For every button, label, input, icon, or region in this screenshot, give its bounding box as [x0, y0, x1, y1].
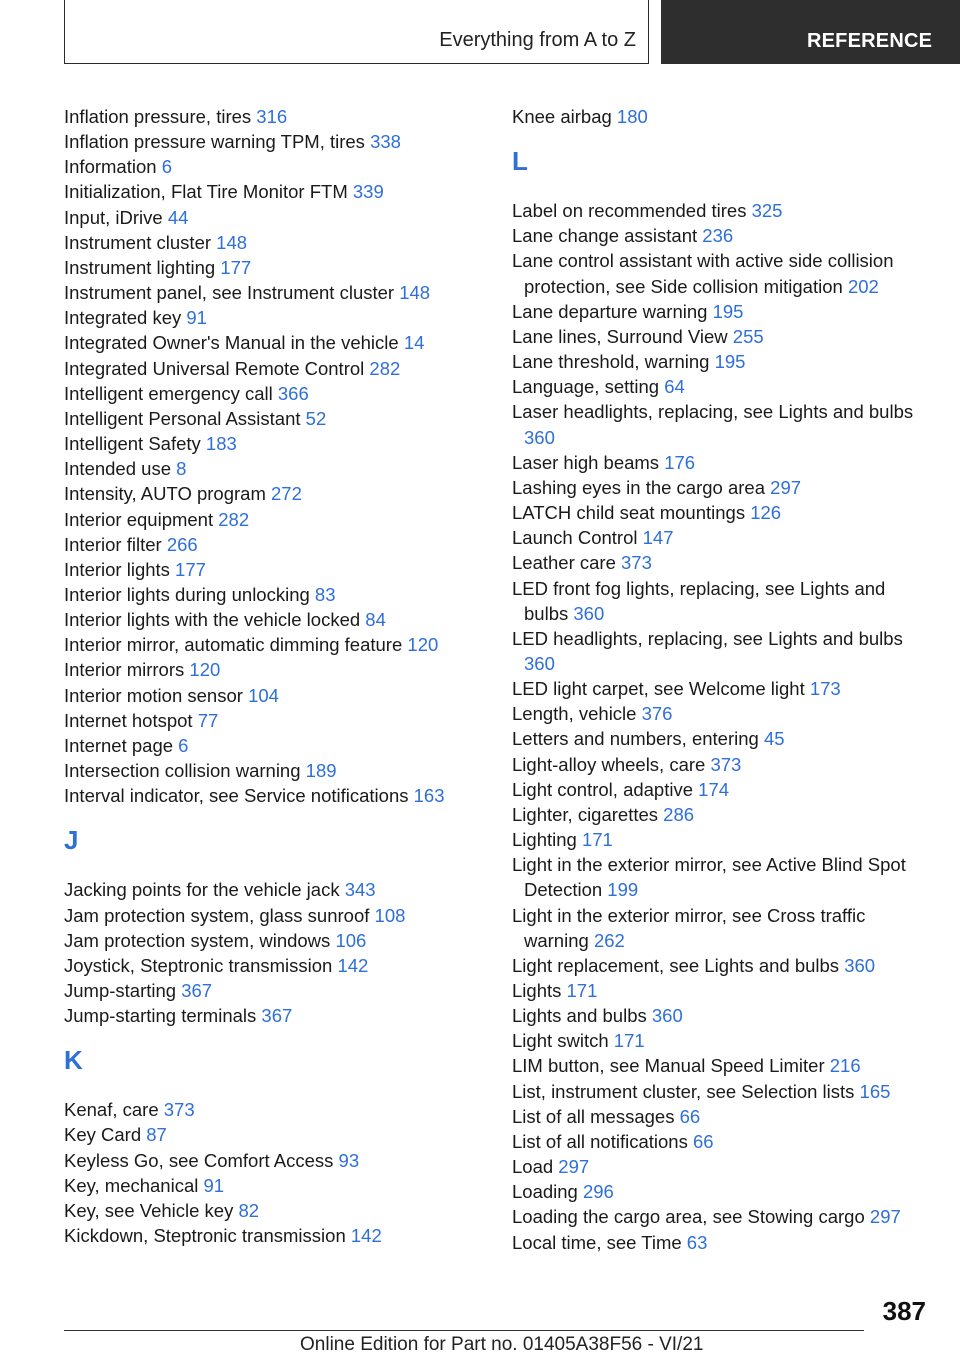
- index-entry-page-link[interactable]: 66: [692, 1130, 714, 1152]
- index-entry: [64, 582, 484, 607]
- index-entry: [512, 676, 932, 701]
- index-column-left: [64, 104, 484, 1248]
- index-entry-page-link[interactable]: 286: [663, 803, 695, 825]
- index-entry-page-link[interactable]: 176: [664, 451, 696, 473]
- index-entry: [64, 1097, 484, 1122]
- index-entry-term: Lights and bulbs: [512, 1005, 647, 1027]
- index-entry-page-link[interactable]: 183: [205, 433, 237, 455]
- index-entry-term: Lighter, cigarettes: [512, 803, 659, 825]
- index-entry-term: Lane departure warning: [512, 300, 708, 322]
- index-entry-page-link[interactable]: 202: [847, 275, 879, 297]
- index-entry-term: Interior equipment: [64, 508, 214, 530]
- index-entry: [512, 1204, 932, 1229]
- index-entry-page-link[interactable]: 6: [178, 734, 189, 756]
- index-entry-page-link[interactable]: 148: [216, 231, 248, 253]
- index-entry-term: Laser high beams: [512, 451, 660, 473]
- index-entry: [64, 733, 484, 758]
- index-entry: [512, 978, 932, 1003]
- index-entry-page-link[interactable]: 91: [203, 1174, 225, 1196]
- index-entry-page-link[interactable]: 104: [248, 684, 279, 706]
- index-entry-page-link[interactable]: 148: [399, 282, 431, 304]
- header-chapter-title: REFERENCE: [807, 30, 933, 52]
- index-entry-page-link[interactable]: 77: [197, 709, 219, 731]
- index-entry-term: Key, mechanical: [64, 1174, 199, 1196]
- index-entry: [64, 381, 484, 406]
- index-entry-page-link[interactable]: 44: [167, 206, 189, 228]
- index-entry-term: Initialization, Flat Tire Monitor FTM: [64, 181, 348, 203]
- index-entry-page-link[interactable]: 108: [374, 904, 406, 926]
- index-entry-term: Lashing eyes in the cargo area: [512, 476, 766, 498]
- index-entry-term: Key, see Vehicle key: [64, 1199, 234, 1221]
- index-entry-page-link[interactable]: 343: [344, 879, 376, 901]
- index-entry: [64, 255, 484, 280]
- index-entry: [64, 179, 484, 204]
- index-entry-term: Knee airbag: [512, 106, 612, 127]
- index-entry-term: Leather care: [512, 552, 616, 574]
- index-entry-term: Jump-starting terminals: [64, 1005, 257, 1027]
- index-entry-page-link[interactable]: 66: [679, 1105, 701, 1127]
- index-entry-page-link[interactable]: 171: [613, 1030, 645, 1052]
- index-entry-page-link[interactable]: 126: [750, 502, 782, 524]
- index-entry-term: Light in the exterior mirror, see Cross traffic warning: [512, 904, 866, 951]
- index-entry: [64, 1122, 484, 1147]
- index-entry: [64, 708, 484, 733]
- index-entry-page-link[interactable]: 63: [686, 1231, 708, 1253]
- index-entry-term: Jam protection system, glass sunroof: [64, 904, 370, 926]
- header-chapter-tab[interactable]: [661, 0, 960, 64]
- index-entry-page-link[interactable]: 367: [261, 1005, 293, 1027]
- index-entry: [64, 154, 484, 179]
- index-entry-page-link[interactable]: 282: [218, 508, 250, 530]
- index-entry: [512, 500, 932, 525]
- index-entry: [64, 1223, 484, 1248]
- index-entry-term: Interior filter: [64, 533, 162, 555]
- index-column-right: [512, 104, 932, 1255]
- index-entry-term: Integrated key: [64, 307, 182, 329]
- index-entry-page-link[interactable]: 297: [770, 476, 802, 498]
- index-entry-term: List of all notifications: [512, 1130, 688, 1152]
- index-entry-page-link[interactable]: 142: [350, 1225, 382, 1247]
- index-entry: [64, 406, 484, 431]
- index-entry: [64, 557, 484, 582]
- index-entry-term: Integrated Owner's Manual in the vehicle: [64, 332, 399, 354]
- index-entry-page-link[interactable]: 373: [710, 753, 742, 775]
- index-entry: [512, 223, 932, 248]
- index-entry: [512, 953, 932, 978]
- index-entry-page-link[interactable]: 360: [573, 602, 605, 624]
- index-letter-heading: K: [64, 1045, 83, 1076]
- index-entry: [512, 1104, 932, 1129]
- index-entry-term: Keyless Go, see Comfort Access: [64, 1149, 334, 1171]
- index-entry-term: Light control, adaptive: [512, 778, 694, 800]
- index-entry: [64, 953, 484, 978]
- index-entry-page-link[interactable]: 266: [166, 533, 198, 555]
- index-entry: [64, 607, 484, 632]
- index-entry-term: Length, vehicle: [512, 703, 637, 725]
- index-entry-page-link[interactable]: 255: [732, 325, 764, 347]
- index-letter-heading: L: [512, 146, 528, 177]
- index-entry: [64, 1198, 484, 1223]
- index-entry-term: Interior mirror, automatic dimming feature: [64, 634, 403, 656]
- index-entry: [64, 657, 484, 682]
- index-entry: [64, 783, 484, 808]
- index-entry-page-link[interactable]: 339: [352, 181, 384, 203]
- index-entry-page-link[interactable]: 316: [256, 106, 288, 127]
- index-entry: [64, 532, 484, 557]
- header-section-title: Everything from A to Z: [439, 29, 636, 51]
- index-entry-term: Label on recommended tires: [512, 200, 747, 222]
- index-entry: [512, 752, 932, 777]
- index-entry-term: Interior motion sensor: [64, 684, 243, 706]
- index-entry-page-link[interactable]: 297: [869, 1206, 901, 1228]
- index-entry-term: Lane threshold, warning: [512, 351, 710, 373]
- index-entry-page-link[interactable]: 367: [181, 980, 213, 1001]
- index-entry: [64, 481, 484, 506]
- index-entry-term: Jacking points for the vehicle jack: [64, 879, 340, 901]
- index-entry: [64, 978, 484, 1003]
- index-entry-term: Joystick, Steptronic transmission: [64, 954, 333, 976]
- index-entry: [512, 374, 932, 399]
- index-entry-page-link[interactable]: 325: [751, 200, 783, 222]
- index-entry-page-link[interactable]: 171: [581, 829, 613, 851]
- index-entry-term: Intelligent Personal Assistant: [64, 407, 301, 429]
- index-entry: [64, 1148, 484, 1173]
- index-entry-page-link[interactable]: 8: [176, 458, 187, 480]
- index-entry-term: Key Card: [64, 1124, 142, 1146]
- index-entry: [512, 1003, 932, 1028]
- page-number: 387: [882, 1296, 926, 1326]
- index-entry-page-link[interactable]: 195: [714, 351, 746, 373]
- index-entry: [512, 1053, 932, 1078]
- index-entry-term: LATCH child seat mountings: [512, 502, 746, 524]
- index-entry-term: Kickdown, Steptronic transmission: [64, 1225, 346, 1247]
- index-entry-term: Internet hotspot: [64, 709, 193, 731]
- index-entry-page-link[interactable]: 262: [593, 929, 625, 951]
- index-entry-term: Lane control assistant with active side collision protection, see Side collision mitigation: [512, 250, 894, 297]
- index-entry: [64, 1003, 484, 1028]
- index-entry-term: Lighting: [512, 829, 577, 851]
- index-entry-term: Light switch: [512, 1030, 609, 1052]
- index-entry-term: Lane change assistant: [512, 225, 698, 247]
- index-entry-page-link[interactable]: 360: [844, 954, 876, 976]
- index-letter-heading: J: [64, 825, 79, 856]
- index-entry-page-link[interactable]: 373: [621, 552, 652, 574]
- index-entry-page-link[interactable]: 360: [651, 1005, 683, 1027]
- index-entry-term: Launch Control: [512, 527, 638, 549]
- index-entry-page-link[interactable]: 173: [809, 678, 841, 700]
- index-entry-page-link[interactable]: 64: [664, 376, 685, 398]
- index-entry: [512, 475, 932, 500]
- index-entry: [512, 399, 932, 449]
- index-entry-term: List of all messages: [512, 1105, 675, 1127]
- index-entry-term: Instrument lighting: [64, 256, 216, 278]
- index-entry-term: Interior lights during unlocking: [64, 583, 310, 605]
- index-entry-page-link[interactable]: 120: [407, 634, 439, 656]
- index-entry-term: Inflation pressure warning TPM, tires: [64, 131, 365, 153]
- index-entry-term: Intensity, AUTO program: [64, 483, 266, 505]
- index-entry-term: Intelligent emergency call: [64, 382, 273, 404]
- index-entry: [512, 550, 932, 575]
- index-entry-page-link[interactable]: 171: [566, 980, 598, 1001]
- index-entry-page-link[interactable]: 297: [558, 1156, 590, 1178]
- index-entry-page-link[interactable]: 93: [338, 1149, 360, 1171]
- index-entry-page-link[interactable]: 14: [403, 332, 425, 354]
- index-entry-term: Light in the exterior mirror, see Active Blind Spot Detection: [512, 854, 906, 901]
- index-entry-page-link[interactable]: 216: [829, 1055, 861, 1077]
- index-entry-page-link[interactable]: 6: [161, 156, 172, 178]
- footer-edition-note: Online Edition for Part no. 01405A38F56 - VI/21: [300, 1334, 704, 1355]
- index-entry-page-link[interactable]: 120: [189, 659, 221, 681]
- index-entry: [512, 450, 932, 475]
- index-entry: [512, 852, 932, 902]
- index-entry-page-link[interactable]: 83: [314, 583, 336, 605]
- index-entry-term: Loading: [512, 1181, 578, 1203]
- index-entry-term: Light-alloy wheels, care: [512, 753, 706, 775]
- index-entry: [512, 198, 932, 223]
- index-entry: [64, 758, 484, 783]
- index-entry: [512, 626, 932, 676]
- index-entry-page-link[interactable]: 147: [642, 527, 674, 549]
- index-entry: [512, 324, 932, 349]
- index-entry: [512, 349, 932, 374]
- index-entry-page-link[interactable]: 195: [712, 300, 744, 322]
- index-entry-term: Kenaf, care: [64, 1099, 159, 1121]
- index-entry: [512, 701, 932, 726]
- index-entry: [64, 305, 484, 330]
- index-entry-page-link[interactable]: 165: [859, 1080, 891, 1102]
- footer-divider: [64, 1330, 864, 1331]
- index-entry-page-link[interactable]: 373: [163, 1099, 195, 1121]
- index-entry-term: Jam protection system, windows: [64, 929, 331, 951]
- index-entry-page-link[interactable]: 180: [616, 106, 648, 127]
- index-entry: [64, 507, 484, 532]
- index-entry: [64, 632, 484, 657]
- index-entry: [512, 903, 932, 953]
- index-entry-term: Light replacement, see Lights and bulbs: [512, 954, 840, 976]
- index-entry-page-link[interactable]: 163: [413, 785, 445, 807]
- index-entry: [64, 104, 484, 129]
- index-entry-page-link[interactable]: 236: [702, 225, 734, 247]
- index-entry: [512, 1230, 932, 1255]
- index-entry-page-link[interactable]: 366: [277, 382, 309, 404]
- index-entry: [64, 129, 484, 154]
- index-entry: [512, 777, 932, 802]
- index-entry: [64, 356, 484, 381]
- index-entry: [512, 248, 932, 298]
- index-entry-term: LED light carpet, see Welcome light: [512, 678, 805, 700]
- index-entry-term: Inflation pressure, tires: [64, 106, 252, 127]
- index-entry-term: LED headlights, replacing, see Lights and bulbs: [512, 627, 903, 649]
- index-entry: [64, 683, 484, 708]
- index-entry-page-link[interactable]: 106: [335, 929, 367, 951]
- index-entry: [512, 525, 932, 550]
- index-entry-page-link[interactable]: 296: [582, 1181, 614, 1203]
- index-entry-term: Internet page: [64, 734, 174, 756]
- index-entry: [512, 802, 932, 827]
- index-entry-term: Instrument cluster: [64, 231, 212, 253]
- index-entry: [64, 330, 484, 355]
- index-entry-page-link[interactable]: 177: [220, 256, 252, 278]
- index-entry: [64, 431, 484, 456]
- index-entry-term: Input, iDrive: [64, 206, 163, 228]
- index-entry-term: Jump-starting: [64, 980, 177, 1001]
- index-entry: [64, 903, 484, 928]
- index-entry: [64, 230, 484, 255]
- index-entry-term: Language, setting: [512, 376, 660, 398]
- index-entry-term: Intended use: [64, 458, 171, 480]
- index-entry: [512, 1028, 932, 1053]
- index-entry-page-link[interactable]: 199: [607, 879, 639, 901]
- index-entry-page-link[interactable]: 142: [337, 954, 369, 976]
- index-entry: [64, 1173, 484, 1198]
- index-entry-page-link[interactable]: 52: [305, 407, 327, 429]
- index-entry-term: Information: [64, 156, 157, 178]
- index-entry: [512, 104, 932, 129]
- header-section-box: [64, 0, 649, 64]
- index-entry-page-link[interactable]: 338: [370, 131, 401, 153]
- index-entry-term: Lights: [512, 980, 562, 1001]
- index-entry: [512, 1129, 932, 1154]
- index-entry-term: LED front fog lights, replacing, see Lights and bulbs: [512, 577, 886, 624]
- index-entry-term: Loading the cargo area, see Stowing cargo: [512, 1206, 865, 1228]
- index-entry: [512, 1079, 932, 1104]
- index-entry: [512, 576, 932, 626]
- index-entry-page-link[interactable]: 360: [524, 652, 555, 674]
- index-entry-term: Interval indicator, see Service notifications: [64, 785, 409, 807]
- index-entry-page-link[interactable]: 82: [238, 1199, 260, 1221]
- index-entry-term: Letters and numbers, entering: [512, 728, 759, 750]
- index-entry: [64, 280, 484, 305]
- index-entry-term: List, instrument cluster, see Selection lists: [512, 1080, 855, 1102]
- index-entry-page-link[interactable]: 177: [175, 558, 206, 580]
- index-entry-page-link[interactable]: 91: [186, 307, 207, 329]
- index-entry-term: Intelligent Safety: [64, 433, 201, 455]
- index-entry-term: Lane lines, Surround View: [512, 325, 728, 347]
- index-entry: [64, 205, 484, 230]
- index-entry-page-link[interactable]: 189: [305, 760, 337, 782]
- index-entry-page-link[interactable]: 87: [146, 1124, 167, 1146]
- index-entry: [512, 1154, 932, 1179]
- index-entry-term: Laser headlights, replacing, see Lights and bulbs: [512, 401, 914, 423]
- index-entry-page-link[interactable]: 272: [271, 483, 302, 505]
- index-entry-page-link[interactable]: 174: [698, 778, 730, 800]
- index-entry-term: LIM button, see Manual Speed Limiter: [512, 1055, 825, 1077]
- index-entry-term: Intersection collision warning: [64, 760, 301, 782]
- index-entry: [64, 928, 484, 953]
- index-entry-term: Integrated Universal Remote Control: [64, 357, 365, 379]
- index-entry-page-link[interactable]: 45: [763, 728, 785, 750]
- index-entry-page-link[interactable]: 376: [641, 703, 673, 725]
- index-entry: [512, 1179, 932, 1204]
- index-entry: [64, 456, 484, 481]
- index-entry: [512, 299, 932, 324]
- index-entry-term: Local time, see Time: [512, 1231, 682, 1253]
- index-entry-page-link[interactable]: 282: [369, 357, 401, 379]
- index-entry-term: Interior lights with the vehicle locked: [64, 609, 361, 631]
- index-entry: [512, 726, 932, 751]
- index-entry-term: Interior lights: [64, 558, 170, 580]
- index-entry: [512, 827, 932, 852]
- index-entry-page-link[interactable]: 84: [365, 609, 386, 631]
- index-entry-term: Instrument panel, see Instrument cluster: [64, 282, 395, 304]
- index-entry: [64, 877, 484, 902]
- index-entry-page-link[interactable]: 360: [524, 426, 555, 448]
- index-entry-term: Interior mirrors: [64, 659, 185, 681]
- index-entry-term: Load: [512, 1156, 554, 1178]
